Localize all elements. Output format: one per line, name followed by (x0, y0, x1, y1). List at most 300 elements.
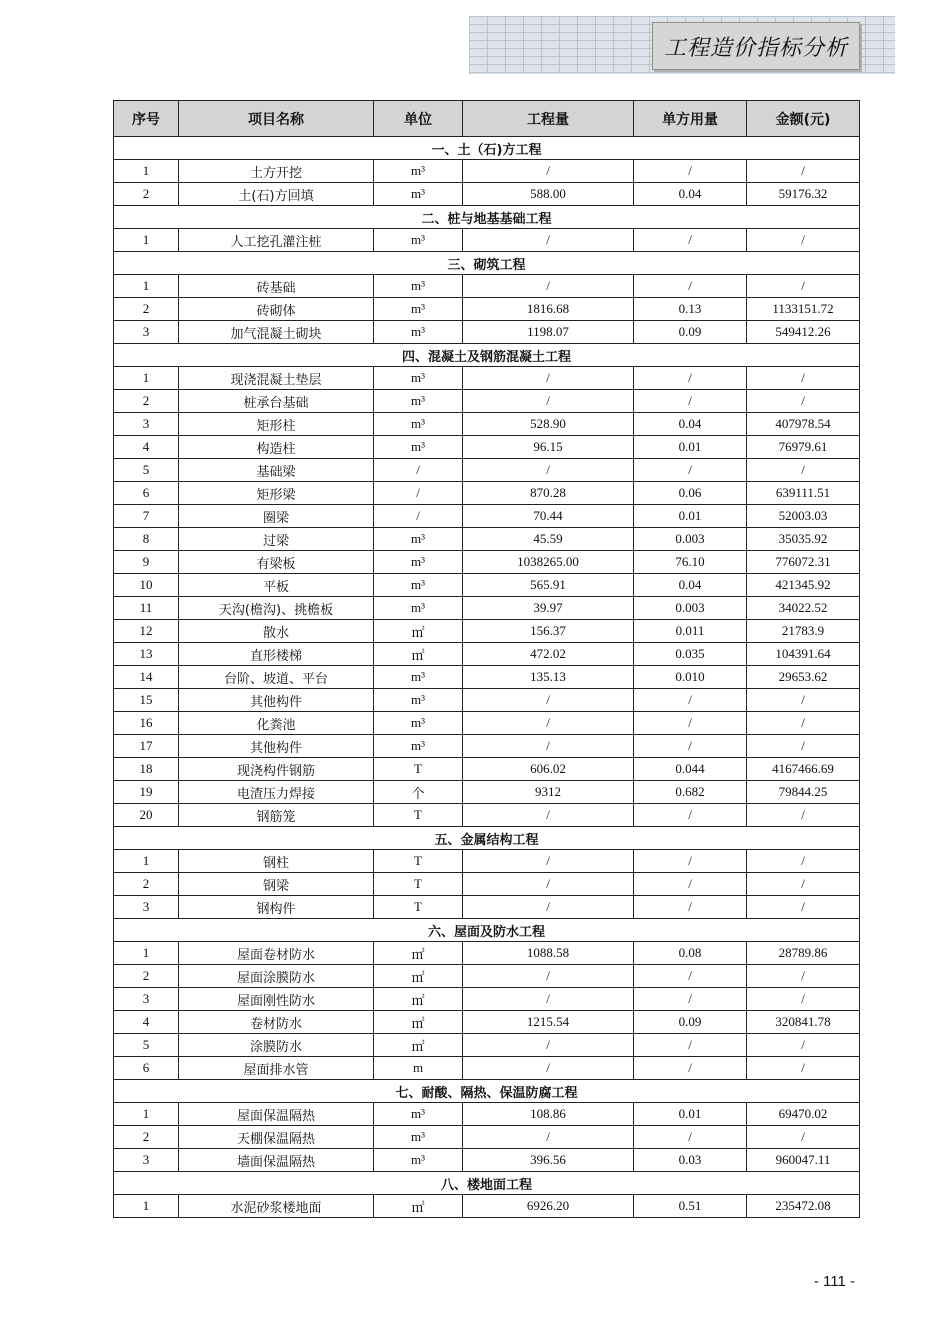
table-row (114, 1057, 860, 1080)
cell-item-name: 人工挖孔灌注桩 (179, 229, 374, 252)
table-row (114, 896, 860, 919)
cell-unit-usage: 0.51 (634, 1195, 747, 1218)
cell-quantity: 45.59 (463, 528, 634, 551)
cell-row-index: 2 (114, 390, 179, 413)
cell-unit-usage: 0.003 (634, 528, 747, 551)
cell-amount: 69470.02 (747, 1103, 860, 1126)
cell-unit: m³ (374, 551, 463, 574)
cell-amount: 28789.86 (747, 942, 860, 965)
cell-row-index: 3 (114, 1149, 179, 1172)
cell-unit: m³ (374, 367, 463, 390)
cell-unit: m³ (374, 229, 463, 252)
cell-amount: / (747, 896, 860, 919)
cell-item-name: 水泥砂浆楼地面 (179, 1195, 374, 1218)
section-title: 七、耐酸、隔热、保温防腐工程 (114, 1080, 860, 1103)
cell-unit: T (374, 896, 463, 919)
cell-unit: m³ (374, 1103, 463, 1126)
cell-item-name: 砖基础 (179, 275, 374, 298)
cell-quantity: 565.91 (463, 574, 634, 597)
cell-amount: / (747, 275, 860, 298)
table-row (114, 436, 860, 459)
cell-item-name: 屋面卷材防水 (179, 942, 374, 965)
cell-item-name: 现浇构件钢筋 (179, 758, 374, 781)
cell-item-name: 化粪池 (179, 712, 374, 735)
cell-unit-usage: / (634, 390, 747, 413)
col-header-amount: 金额(元) (747, 101, 860, 137)
table-row (114, 758, 860, 781)
cell-amount: 21783.9 (747, 620, 860, 643)
cell-quantity: 156.37 (463, 620, 634, 643)
cell-quantity: / (463, 850, 634, 873)
cell-amount: / (747, 459, 860, 482)
table-row (114, 597, 860, 620)
cell-row-index: 15 (114, 689, 179, 712)
section-header-row (114, 344, 860, 367)
cell-quantity: / (463, 965, 634, 988)
cell-row-index: 10 (114, 574, 179, 597)
cell-unit: / (374, 505, 463, 528)
cell-quantity: 1038265.00 (463, 551, 634, 574)
cell-item-name: 矩形柱 (179, 413, 374, 436)
cell-amount: 79844.25 (747, 781, 860, 804)
cell-quantity: / (463, 712, 634, 735)
section-header-row (114, 252, 860, 275)
table-row (114, 528, 860, 551)
cell-item-name: 其他构件 (179, 689, 374, 712)
cell-item-name: 直形楼梯 (179, 643, 374, 666)
table-row (114, 666, 860, 689)
table-row (114, 321, 860, 344)
cell-unit-usage: / (634, 988, 747, 1011)
cell-quantity: 1198.07 (463, 321, 634, 344)
cell-amount: / (747, 367, 860, 390)
section-header-row (114, 919, 860, 942)
cell-unit: ㎡ (374, 988, 463, 1011)
cell-item-name: 过梁 (179, 528, 374, 551)
cell-quantity: 528.90 (463, 413, 634, 436)
cell-unit-usage: 0.08 (634, 942, 747, 965)
cell-item-name: 钢柱 (179, 850, 374, 873)
table-row (114, 1034, 860, 1057)
cell-unit: 个 (374, 781, 463, 804)
table-row (114, 620, 860, 643)
table-row (114, 643, 860, 666)
cell-row-index: 8 (114, 528, 179, 551)
cell-unit: m³ (374, 666, 463, 689)
col-header-unit-usage: 单方用量 (634, 101, 747, 137)
section-title: 四、混凝土及钢筋混凝土工程 (114, 344, 860, 367)
cell-quantity: / (463, 1126, 634, 1149)
cell-row-index: 2 (114, 183, 179, 206)
cell-unit-usage: / (634, 229, 747, 252)
cell-item-name: 土(石)方回填 (179, 183, 374, 206)
table-row (114, 459, 860, 482)
cell-quantity: / (463, 229, 634, 252)
cell-item-name: 土方开挖 (179, 160, 374, 183)
cell-quantity: / (463, 896, 634, 919)
cell-quantity: / (463, 275, 634, 298)
cell-row-index: 3 (114, 988, 179, 1011)
cell-item-name: 圈梁 (179, 505, 374, 528)
cell-quantity: 588.00 (463, 183, 634, 206)
cell-row-index: 1 (114, 942, 179, 965)
cell-item-name: 矩形梁 (179, 482, 374, 505)
cell-amount: 52003.03 (747, 505, 860, 528)
cell-unit-usage: / (634, 275, 747, 298)
cell-row-index: 13 (114, 643, 179, 666)
cell-unit: ㎡ (374, 942, 463, 965)
cell-unit-usage: 0.044 (634, 758, 747, 781)
cell-amount: 960047.11 (747, 1149, 860, 1172)
cell-amount: 35035.92 (747, 528, 860, 551)
cell-unit-usage: 0.01 (634, 505, 747, 528)
cell-unit: m³ (374, 390, 463, 413)
cell-item-name: 涂膜防水 (179, 1034, 374, 1057)
table-row (114, 942, 860, 965)
cell-row-index: 2 (114, 965, 179, 988)
cell-unit: T (374, 850, 463, 873)
cell-item-name: 屋面刚性防水 (179, 988, 374, 1011)
cell-row-index: 4 (114, 436, 179, 459)
cell-quantity: 1816.68 (463, 298, 634, 321)
cell-unit: T (374, 804, 463, 827)
cell-row-index: 3 (114, 896, 179, 919)
cell-quantity: 1088.58 (463, 942, 634, 965)
table-row (114, 735, 860, 758)
table-row (114, 1011, 860, 1034)
cell-unit-usage: / (634, 896, 747, 919)
cell-unit: T (374, 758, 463, 781)
cell-item-name: 电渣压力焊接 (179, 781, 374, 804)
cell-unit: / (374, 482, 463, 505)
cell-amount: / (747, 160, 860, 183)
cell-row-index: 2 (114, 1126, 179, 1149)
section-header-row (114, 206, 860, 229)
cell-unit-usage: / (634, 965, 747, 988)
cell-quantity: 96.15 (463, 436, 634, 459)
cell-unit: m³ (374, 1126, 463, 1149)
cell-quantity: / (463, 804, 634, 827)
cell-row-index: 1 (114, 1103, 179, 1126)
cell-quantity: / (463, 1034, 634, 1057)
cell-quantity: 39.97 (463, 597, 634, 620)
cell-item-name: 墙面保温隔热 (179, 1149, 374, 1172)
table-row (114, 160, 860, 183)
cell-row-index: 9 (114, 551, 179, 574)
cell-row-index: 3 (114, 413, 179, 436)
cost-index-table (113, 100, 860, 1218)
section-header-row (114, 827, 860, 850)
cell-quantity: 9312 (463, 781, 634, 804)
table-row (114, 712, 860, 735)
cell-row-index: 6 (114, 1057, 179, 1080)
cell-unit: m³ (374, 321, 463, 344)
cell-unit: ㎡ (374, 643, 463, 666)
cell-row-index: 1 (114, 850, 179, 873)
cell-unit-usage: 0.13 (634, 298, 747, 321)
cell-amount: / (747, 1126, 860, 1149)
cell-unit: ㎡ (374, 965, 463, 988)
cell-amount: 1133151.72 (747, 298, 860, 321)
cell-item-name: 加气混凝土砌块 (179, 321, 374, 344)
table-header-row (114, 101, 860, 137)
cell-quantity: 1215.54 (463, 1011, 634, 1034)
cell-unit-usage: 0.035 (634, 643, 747, 666)
cell-unit-usage: 0.010 (634, 666, 747, 689)
section-title: 八、楼地面工程 (114, 1172, 860, 1195)
cell-amount: 639111.51 (747, 482, 860, 505)
table-row (114, 574, 860, 597)
cell-row-index: 20 (114, 804, 179, 827)
table-body (114, 137, 860, 1218)
cell-unit: m³ (374, 298, 463, 321)
cell-amount: 407978.54 (747, 413, 860, 436)
cell-amount: / (747, 850, 860, 873)
header-title-box (652, 22, 860, 70)
cell-unit: ㎡ (374, 620, 463, 643)
cell-unit-usage: 0.003 (634, 597, 747, 620)
cell-quantity: 108.86 (463, 1103, 634, 1126)
cell-unit-usage: / (634, 1034, 747, 1057)
cell-row-index: 1 (114, 367, 179, 390)
cell-amount: 320841.78 (747, 1011, 860, 1034)
cell-row-index: 1 (114, 1195, 179, 1218)
cell-amount: 34022.52 (747, 597, 860, 620)
cell-unit-usage: / (634, 367, 747, 390)
cell-row-index: 16 (114, 712, 179, 735)
cell-amount: / (747, 965, 860, 988)
section-title: 二、桩与地基基础工程 (114, 206, 860, 229)
cell-quantity: / (463, 735, 634, 758)
cell-unit: m (374, 1057, 463, 1080)
cell-item-name: 天沟(檐沟)、挑檐板 (179, 597, 374, 620)
cell-row-index: 4 (114, 1011, 179, 1034)
table-row (114, 850, 860, 873)
table-row (114, 482, 860, 505)
col-header-item-name: 项目名称 (179, 101, 374, 137)
cell-item-name: 构造柱 (179, 436, 374, 459)
section-header-row (114, 1080, 860, 1103)
cell-quantity: 472.02 (463, 643, 634, 666)
cell-unit-usage: / (634, 459, 747, 482)
table-row (114, 873, 860, 896)
cell-unit-usage: 0.06 (634, 482, 747, 505)
cell-quantity: 396.56 (463, 1149, 634, 1172)
cell-row-index: 1 (114, 160, 179, 183)
cell-item-name: 卷材防水 (179, 1011, 374, 1034)
cell-amount: 104391.64 (747, 643, 860, 666)
cell-amount: 76979.61 (747, 436, 860, 459)
cell-unit-usage: / (634, 804, 747, 827)
cell-unit: ㎡ (374, 1195, 463, 1218)
cell-amount: 235472.08 (747, 1195, 860, 1218)
cell-quantity: / (463, 689, 634, 712)
table-row (114, 275, 860, 298)
cell-item-name: 天棚保温隔热 (179, 1126, 374, 1149)
table-row (114, 413, 860, 436)
cell-amount: 59176.32 (747, 183, 860, 206)
cell-row-index: 3 (114, 321, 179, 344)
section-title: 一、土（石)方工程 (114, 137, 860, 160)
cell-unit-usage: / (634, 735, 747, 758)
cell-row-index: 7 (114, 505, 179, 528)
cell-unit: m³ (374, 689, 463, 712)
cell-unit-usage: 0.04 (634, 183, 747, 206)
cell-row-index: 12 (114, 620, 179, 643)
section-header-row (114, 1172, 860, 1195)
cell-quantity: / (463, 873, 634, 896)
cell-quantity: / (463, 988, 634, 1011)
cell-amount: / (747, 873, 860, 896)
cell-unit-usage: / (634, 689, 747, 712)
cell-unit-usage: / (634, 873, 747, 896)
cell-amount: 421345.92 (747, 574, 860, 597)
cell-row-index: 2 (114, 873, 179, 896)
cell-unit: m³ (374, 735, 463, 758)
cell-item-name: 基础梁 (179, 459, 374, 482)
col-header-unit: 单位 (374, 101, 463, 137)
cell-row-index: 2 (114, 298, 179, 321)
cell-unit: / (374, 459, 463, 482)
cell-quantity: 606.02 (463, 758, 634, 781)
cell-quantity: / (463, 459, 634, 482)
cell-unit-usage: / (634, 1126, 747, 1149)
table-row (114, 965, 860, 988)
cell-row-index: 11 (114, 597, 179, 620)
cell-amount: / (747, 1034, 860, 1057)
cell-quantity: / (463, 367, 634, 390)
table-row (114, 1126, 860, 1149)
section-title: 三、砌筑工程 (114, 252, 860, 275)
table-row (114, 551, 860, 574)
table-row (114, 804, 860, 827)
cell-unit: m³ (374, 574, 463, 597)
cell-amount: / (747, 1057, 860, 1080)
table-row (114, 183, 860, 206)
cell-item-name: 现浇混凝土垫层 (179, 367, 374, 390)
cell-unit-usage: 0.03 (634, 1149, 747, 1172)
cell-item-name: 平板 (179, 574, 374, 597)
cell-row-index: 14 (114, 666, 179, 689)
section-title: 五、金属结构工程 (114, 827, 860, 850)
cell-unit-usage: 0.682 (634, 781, 747, 804)
table-row (114, 1103, 860, 1126)
cell-item-name: 有梁板 (179, 551, 374, 574)
table-row (114, 298, 860, 321)
table-row (114, 988, 860, 1011)
cell-unit-usage: 0.01 (634, 1103, 747, 1126)
cell-amount: / (747, 988, 860, 1011)
cell-item-name: 屋面涂膜防水 (179, 965, 374, 988)
cell-unit-usage: / (634, 850, 747, 873)
cell-quantity: 870.28 (463, 482, 634, 505)
cell-unit: m³ (374, 597, 463, 620)
cell-unit: ㎡ (374, 1034, 463, 1057)
table-row (114, 229, 860, 252)
cell-unit: m³ (374, 275, 463, 298)
cell-unit-usage: 0.04 (634, 413, 747, 436)
cell-unit-usage: 0.011 (634, 620, 747, 643)
cell-item-name: 屋面保温隔热 (179, 1103, 374, 1126)
cell-quantity: / (463, 1057, 634, 1080)
section-header-row (114, 137, 860, 160)
page-number: - 111 - (813, 1273, 855, 1290)
table-row (114, 1149, 860, 1172)
cell-amount: / (747, 390, 860, 413)
cell-item-name: 钢筋笼 (179, 804, 374, 827)
table-row (114, 689, 860, 712)
cell-unit: m³ (374, 528, 463, 551)
cell-amount: 776072.31 (747, 551, 860, 574)
cell-quantity: 6926.20 (463, 1195, 634, 1218)
table-row (114, 390, 860, 413)
cell-item-name: 屋面排水管 (179, 1057, 374, 1080)
cell-amount: / (747, 735, 860, 758)
cell-item-name: 钢梁 (179, 873, 374, 896)
cell-unit-usage: 0.09 (634, 1011, 747, 1034)
cell-item-name: 砖砌体 (179, 298, 374, 321)
cell-unit-usage: / (634, 712, 747, 735)
cell-unit: m³ (374, 436, 463, 459)
cell-quantity: / (463, 390, 634, 413)
cell-amount: / (747, 804, 860, 827)
cell-row-index: 17 (114, 735, 179, 758)
table-row (114, 1195, 860, 1218)
cell-row-index: 18 (114, 758, 179, 781)
col-header-index: 序号 (114, 101, 179, 137)
table-row (114, 781, 860, 804)
cell-amount: / (747, 229, 860, 252)
cell-row-index: 1 (114, 229, 179, 252)
cell-amount: 29653.62 (747, 666, 860, 689)
cell-item-name: 台阶、坡道、平台 (179, 666, 374, 689)
cell-unit-usage: 0.01 (634, 436, 747, 459)
cell-unit: m³ (374, 712, 463, 735)
cell-item-name: 其他构件 (179, 735, 374, 758)
cell-unit: T (374, 873, 463, 896)
cell-row-index: 6 (114, 482, 179, 505)
page-title: 工程造价指标分析 (663, 35, 848, 61)
cell-amount: 549412.26 (747, 321, 860, 344)
cell-row-index: 19 (114, 781, 179, 804)
cell-unit-usage: 0.04 (634, 574, 747, 597)
cell-unit: m³ (374, 413, 463, 436)
cell-unit: ㎡ (374, 1011, 463, 1034)
cell-quantity: / (463, 160, 634, 183)
cell-row-index: 5 (114, 1034, 179, 1057)
cell-unit: m³ (374, 1149, 463, 1172)
cell-amount: 4167466.69 (747, 758, 860, 781)
cell-quantity: 135.13 (463, 666, 634, 689)
cell-row-index: 1 (114, 275, 179, 298)
cell-unit: m³ (374, 183, 463, 206)
cell-item-name: 钢构件 (179, 896, 374, 919)
cell-amount: / (747, 712, 860, 735)
cell-unit-usage: 76.10 (634, 551, 747, 574)
cell-item-name: 散水 (179, 620, 374, 643)
section-title: 六、屋面及防水工程 (114, 919, 860, 942)
cell-row-index: 5 (114, 459, 179, 482)
cell-unit-usage: 0.09 (634, 321, 747, 344)
cell-quantity: 70.44 (463, 505, 634, 528)
cell-unit-usage: / (634, 160, 747, 183)
col-header-quantity: 工程量 (463, 101, 634, 137)
cell-unit-usage: / (634, 1057, 747, 1080)
table-row (114, 505, 860, 528)
table-row (114, 367, 860, 390)
cell-unit: m³ (374, 160, 463, 183)
cell-amount: / (747, 689, 860, 712)
